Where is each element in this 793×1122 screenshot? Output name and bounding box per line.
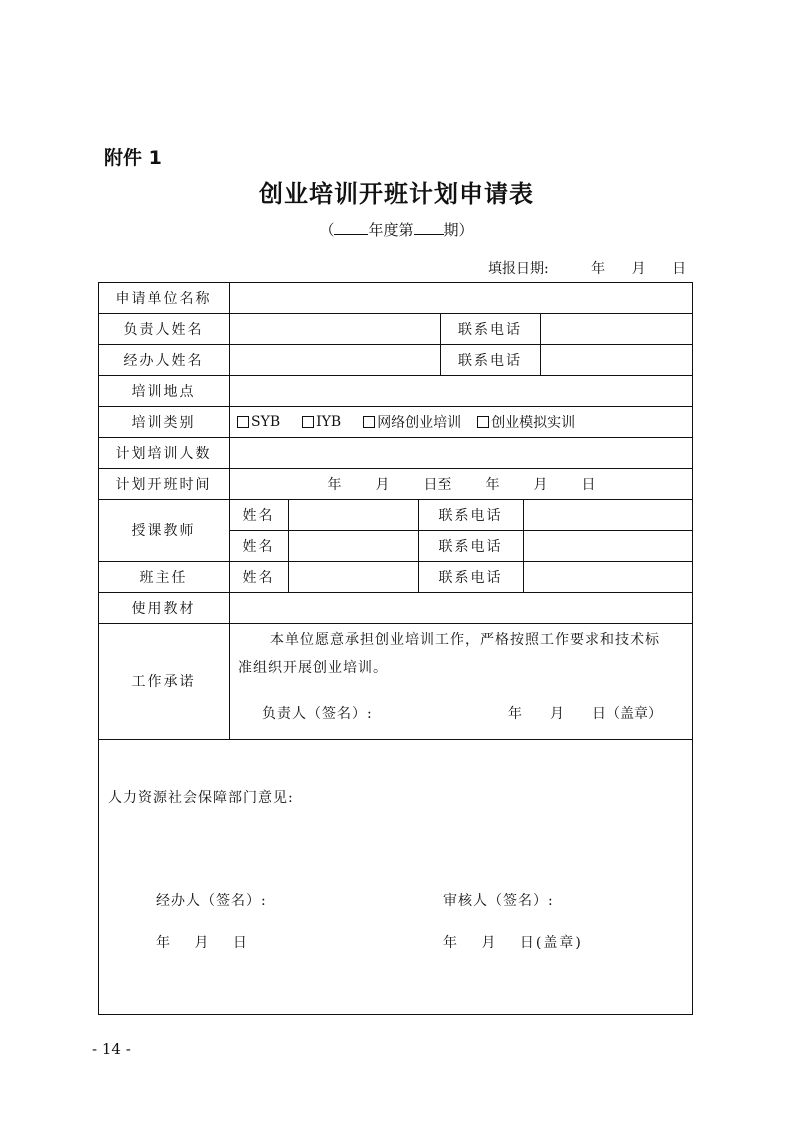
option-online[interactable]	[363, 412, 461, 432]
time-month2: 月	[533, 476, 548, 493]
teacher2-phone-field[interactable]	[524, 530, 693, 561]
leader-name-label: 负责人姓名	[123, 321, 204, 338]
option-simulation[interactable]	[477, 412, 575, 432]
planned-time-label: 计划开班时间	[115, 476, 212, 493]
attachment-label: 附件 1	[104, 147, 162, 169]
textbook-field[interactable]	[230, 592, 693, 623]
row-line	[98, 739, 693, 740]
teacher1-phone-field[interactable]	[524, 499, 693, 530]
subtitle-year: 年度第	[368, 221, 414, 239]
applicant-unit-field[interactable]	[230, 282, 693, 313]
fill-date-year[interactable]: 年	[591, 261, 606, 277]
fill-date	[488, 258, 686, 278]
option-syb-label: SYB	[251, 413, 281, 430]
pledge-date[interactable]: 年 月 日（盖章）	[508, 706, 662, 722]
training-location-label: 培训地点	[131, 383, 196, 400]
period-blank[interactable]	[414, 220, 444, 235]
planned-time-field[interactable]	[230, 468, 693, 499]
subtitle	[0, 219, 793, 240]
teacher1-name-field[interactable]	[289, 499, 418, 530]
applicant-unit-label: 申请单位名称	[115, 290, 212, 307]
head-teacher-label: 班主任	[139, 569, 188, 586]
leader-name-field[interactable]	[230, 313, 440, 344]
page-title: 创业培训开班计划申请表	[259, 179, 534, 208]
head-teacher-name-field[interactable]	[289, 561, 418, 592]
teacher2-phone-label: 联系电话	[438, 538, 503, 555]
time-year2: 年	[485, 476, 500, 493]
checkbox-icon[interactable]	[237, 416, 249, 428]
fill-date-month[interactable]: 月	[631, 261, 646, 277]
handler-name-field[interactable]	[230, 344, 440, 375]
planned-trainees-field[interactable]	[230, 437, 693, 468]
teachers-label: 授课教师	[131, 523, 196, 539]
option-simulation-label: 创业模拟实训	[491, 414, 576, 431]
year-blank[interactable]	[334, 220, 368, 235]
option-syb[interactable]	[237, 414, 280, 430]
checkbox-icon[interactable]	[302, 416, 314, 428]
page-number: - 14 -	[92, 1040, 131, 1058]
pledge-label: 工作承诺	[131, 674, 196, 690]
checkbox-icon[interactable]	[363, 416, 375, 428]
opinion-reviewer-date[interactable]: 年 月 日(盖章)	[443, 935, 583, 951]
option-iyb[interactable]	[302, 414, 341, 430]
head-teacher-phone-field[interactable]	[524, 561, 693, 592]
time-year: 年	[327, 476, 342, 493]
teacher1-phone-label: 联系电话	[438, 507, 503, 524]
opinion-handler-date[interactable]: 年 月 日	[156, 935, 249, 951]
head-teacher-name-label: 姓名	[242, 569, 275, 586]
training-type-options	[237, 406, 693, 437]
head-teacher-phone-label: 联系电话	[438, 569, 503, 586]
checkbox-icon[interactable]	[477, 416, 489, 428]
fill-date-day[interactable]: 日	[672, 261, 687, 277]
pledge-text-line2: 准组织开展创业培训。	[238, 660, 388, 676]
teacher1-name-label: 姓名	[242, 507, 275, 524]
subtitle-period: 期）	[443, 221, 474, 239]
training-location-field[interactable]	[230, 375, 693, 406]
opinion-handler-signature[interactable]: 经办人（签名）:	[156, 893, 267, 909]
time-month: 月	[375, 476, 390, 493]
training-type-label: 培训类别	[131, 414, 196, 431]
handler-name-label: 经办人姓名	[123, 352, 204, 369]
fill-date-label: 填报日期:	[488, 261, 549, 277]
handler-phone-label: 联系电话	[458, 352, 522, 369]
leader-phone-label: 联系电话	[458, 321, 522, 338]
option-online-label: 网络创业培训	[377, 414, 462, 431]
textbook-label: 使用教材	[131, 600, 196, 617]
planned-trainees-label: 计划培训人数	[115, 445, 212, 462]
time-day-to: 日至	[423, 476, 452, 493]
pledge-text-line1: 本单位愿意承担创业培训工作，严格按照工作要求和技术标	[270, 632, 660, 648]
subtitle-open: （	[319, 221, 335, 239]
opinion-reviewer-signature[interactable]: 审核人（签名）:	[443, 893, 554, 909]
hrss-opinion-label: 人力资源社会保障部门意见:	[108, 790, 294, 806]
pledge-signature[interactable]: 负责人（签名）:	[262, 706, 373, 722]
time-day2: 日	[581, 476, 596, 493]
teacher2-name-field[interactable]	[289, 530, 418, 561]
teacher2-name-label: 姓名	[242, 538, 275, 555]
handler-phone-field[interactable]	[541, 344, 693, 375]
option-iyb-label: IYB	[316, 413, 342, 430]
leader-phone-field[interactable]	[541, 313, 693, 344]
